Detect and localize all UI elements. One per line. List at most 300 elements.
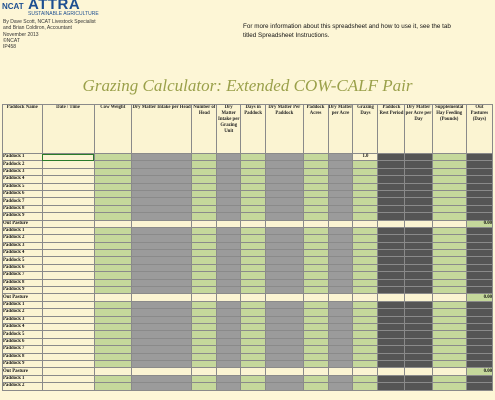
table-cell[interactable]: [192, 235, 217, 242]
table-cell[interactable]: [266, 205, 303, 212]
table-cell[interactable]: [405, 154, 432, 161]
table-cell[interactable]: [353, 190, 378, 197]
table-cell[interactable]: [303, 250, 328, 257]
table-cell[interactable]: [241, 205, 266, 212]
table-cell[interactable]: [42, 316, 94, 323]
table-cell[interactable]: [192, 264, 217, 271]
table-cell[interactable]: [432, 183, 466, 190]
table-cell[interactable]: [432, 360, 466, 367]
table-cell[interactable]: [353, 161, 378, 168]
table-cell[interactable]: [42, 183, 94, 190]
table-cell[interactable]: [432, 346, 466, 353]
table-cell[interactable]: [42, 287, 94, 294]
table-cell[interactable]: [42, 331, 94, 338]
table-cell[interactable]: [466, 383, 492, 390]
table-cell[interactable]: [241, 272, 266, 279]
table-cell[interactable]: [432, 168, 466, 175]
table-cell[interactable]: [405, 213, 432, 220]
table-cell[interactable]: [353, 375, 378, 382]
table-cell[interactable]: [328, 309, 353, 316]
table-cell[interactable]: [94, 183, 131, 190]
table-cell[interactable]: [131, 176, 191, 183]
table-cell[interactable]: [353, 309, 378, 316]
table-cell[interactable]: [405, 190, 432, 197]
table-cell[interactable]: [466, 213, 492, 220]
table-cell[interactable]: [42, 213, 94, 220]
table-cell[interactable]: [241, 220, 266, 227]
table-cell[interactable]: [353, 279, 378, 286]
table-cell[interactable]: [303, 279, 328, 286]
table-cell[interactable]: [192, 383, 217, 390]
table-cell[interactable]: [241, 161, 266, 168]
table-cell[interactable]: [131, 257, 191, 264]
table-cell[interactable]: [94, 279, 131, 286]
table-cell[interactable]: [405, 242, 432, 249]
table-cell[interactable]: [42, 360, 94, 367]
table-cell[interactable]: [217, 272, 241, 279]
table-cell[interactable]: [94, 301, 131, 308]
table-cell[interactable]: [328, 220, 353, 227]
table-cell[interactable]: [241, 250, 266, 257]
table-cell[interactable]: [94, 309, 131, 316]
out-pasture-days-cell[interactable]: 0.00: [466, 294, 492, 301]
table-cell[interactable]: [217, 161, 241, 168]
table-cell[interactable]: [241, 242, 266, 249]
table-cell[interactable]: [353, 264, 378, 271]
table-cell[interactable]: [192, 176, 217, 183]
table-cell[interactable]: [266, 154, 303, 161]
table-cell[interactable]: [303, 338, 328, 345]
table-cell[interactable]: [466, 176, 492, 183]
table-cell[interactable]: [466, 331, 492, 338]
table-cell[interactable]: [131, 383, 191, 390]
table-cell[interactable]: [217, 183, 241, 190]
table-cell[interactable]: [241, 176, 266, 183]
table-cell[interactable]: [241, 190, 266, 197]
table-cell[interactable]: [405, 323, 432, 330]
table-cell[interactable]: [353, 213, 378, 220]
table-cell[interactable]: [241, 346, 266, 353]
table-cell[interactable]: [466, 198, 492, 205]
table-cell[interactable]: [94, 190, 131, 197]
table-cell[interactable]: [131, 294, 191, 301]
table-cell[interactable]: [192, 360, 217, 367]
table-cell[interactable]: [328, 331, 353, 338]
table-cell[interactable]: [303, 190, 328, 197]
table-cell[interactable]: [303, 227, 328, 234]
paddock-name-cell[interactable]: Paddock 4: [3, 323, 43, 330]
table-cell[interactable]: [466, 301, 492, 308]
paddock-name-cell[interactable]: Paddock 4: [3, 176, 43, 183]
table-cell[interactable]: [378, 323, 405, 330]
table-cell[interactable]: [466, 257, 492, 264]
table-cell[interactable]: [432, 235, 466, 242]
table-cell[interactable]: [266, 331, 303, 338]
table-cell[interactable]: [131, 190, 191, 197]
table-cell[interactable]: [217, 294, 241, 301]
table-cell[interactable]: [94, 353, 131, 360]
table-cell[interactable]: [217, 353, 241, 360]
table-cell[interactable]: [328, 301, 353, 308]
table-cell[interactable]: [405, 346, 432, 353]
paddock-name-cell[interactable]: Paddock 3: [3, 242, 43, 249]
table-cell[interactable]: [192, 375, 217, 382]
table-cell[interactable]: [266, 323, 303, 330]
table-cell[interactable]: [466, 183, 492, 190]
table-cell[interactable]: [328, 272, 353, 279]
paddock-name-cell[interactable]: Paddock 9: [3, 213, 43, 220]
table-cell[interactable]: [192, 323, 217, 330]
table-cell[interactable]: [94, 213, 131, 220]
table-cell[interactable]: [378, 368, 405, 375]
table-cell[interactable]: [94, 338, 131, 345]
table-cell[interactable]: [328, 227, 353, 234]
table-cell[interactable]: [303, 383, 328, 390]
table-cell[interactable]: [303, 198, 328, 205]
table-cell[interactable]: [405, 316, 432, 323]
table-cell[interactable]: [131, 279, 191, 286]
table-cell[interactable]: [217, 360, 241, 367]
table-cell[interactable]: [378, 338, 405, 345]
table-cell[interactable]: [405, 301, 432, 308]
table-cell[interactable]: [241, 227, 266, 234]
table-cell[interactable]: [217, 287, 241, 294]
table-cell[interactable]: [241, 316, 266, 323]
table-cell[interactable]: [217, 257, 241, 264]
table-cell[interactable]: [378, 242, 405, 249]
table-cell[interactable]: [405, 220, 432, 227]
table-cell[interactable]: [217, 220, 241, 227]
table-cell[interactable]: [94, 257, 131, 264]
table-cell[interactable]: [241, 213, 266, 220]
table-cell[interactable]: [266, 220, 303, 227]
table-cell[interactable]: [353, 360, 378, 367]
table-cell[interactable]: [378, 375, 405, 382]
table-cell[interactable]: [378, 235, 405, 242]
paddock-name-cell[interactable]: Paddock 2: [3, 309, 43, 316]
paddock-name-cell[interactable]: Paddock 1: [3, 227, 43, 234]
table-cell[interactable]: [432, 272, 466, 279]
table-cell[interactable]: [94, 264, 131, 271]
table-cell[interactable]: [94, 294, 131, 301]
table-cell[interactable]: [131, 161, 191, 168]
table-cell[interactable]: [328, 257, 353, 264]
table-cell[interactable]: [192, 154, 217, 161]
table-cell[interactable]: [192, 183, 217, 190]
table-cell[interactable]: [432, 316, 466, 323]
table-cell[interactable]: [378, 220, 405, 227]
table-cell[interactable]: [192, 309, 217, 316]
table-cell[interactable]: [266, 309, 303, 316]
table-cell[interactable]: [432, 264, 466, 271]
table-cell[interactable]: [378, 287, 405, 294]
table-cell[interactable]: [42, 294, 94, 301]
table-cell[interactable]: [192, 301, 217, 308]
table-cell[interactable]: [432, 294, 466, 301]
table-cell[interactable]: [328, 154, 353, 161]
table-cell[interactable]: [131, 331, 191, 338]
table-cell[interactable]: [131, 198, 191, 205]
table-cell[interactable]: [466, 375, 492, 382]
table-cell[interactable]: [266, 272, 303, 279]
table-cell[interactable]: [405, 368, 432, 375]
table-cell[interactable]: [432, 220, 466, 227]
table-cell[interactable]: [94, 346, 131, 353]
table-cell[interactable]: [42, 346, 94, 353]
table-cell[interactable]: [266, 294, 303, 301]
table-cell[interactable]: [217, 205, 241, 212]
table-cell[interactable]: [192, 287, 217, 294]
table-cell[interactable]: [42, 176, 94, 183]
table-cell[interactable]: [131, 360, 191, 367]
table-cell[interactable]: [241, 287, 266, 294]
paddock-name-cell[interactable]: Paddock 5: [3, 257, 43, 264]
table-cell[interactable]: [303, 205, 328, 212]
table-cell[interactable]: [131, 309, 191, 316]
table-cell[interactable]: [217, 309, 241, 316]
paddock-name-cell[interactable]: Paddock 7: [3, 198, 43, 205]
table-cell[interactable]: [303, 235, 328, 242]
table-cell[interactable]: [432, 301, 466, 308]
table-cell[interactable]: [405, 183, 432, 190]
table-cell[interactable]: [266, 213, 303, 220]
table-cell[interactable]: [42, 375, 94, 382]
table-cell[interactable]: [94, 154, 131, 161]
table-cell[interactable]: [192, 213, 217, 220]
table-cell[interactable]: [192, 220, 217, 227]
table-cell[interactable]: [432, 331, 466, 338]
table-cell[interactable]: [466, 272, 492, 279]
table-cell[interactable]: [466, 287, 492, 294]
table-cell[interactable]: [42, 154, 94, 161]
table-cell[interactable]: [94, 205, 131, 212]
table-cell[interactable]: [266, 227, 303, 234]
table-cell[interactable]: [266, 316, 303, 323]
table-cell[interactable]: [303, 176, 328, 183]
table-cell[interactable]: [192, 168, 217, 175]
table-cell[interactable]: [266, 198, 303, 205]
table-cell[interactable]: [192, 227, 217, 234]
table-cell[interactable]: [266, 353, 303, 360]
table-cell[interactable]: [353, 272, 378, 279]
table-cell[interactable]: [42, 220, 94, 227]
table-cell[interactable]: [217, 368, 241, 375]
table-cell[interactable]: [42, 272, 94, 279]
table-cell[interactable]: [303, 257, 328, 264]
table-cell[interactable]: [378, 279, 405, 286]
table-cell[interactable]: [432, 176, 466, 183]
table-cell[interactable]: [378, 176, 405, 183]
table-cell[interactable]: [131, 353, 191, 360]
table-cell[interactable]: [131, 264, 191, 271]
paddock-name-cell[interactable]: Paddock 2: [3, 161, 43, 168]
table-cell[interactable]: [378, 190, 405, 197]
table-cell[interactable]: [217, 375, 241, 382]
table-cell[interactable]: [405, 264, 432, 271]
table-cell[interactable]: [405, 257, 432, 264]
paddock-name-cell[interactable]: Paddock 9: [3, 360, 43, 367]
table-cell[interactable]: [303, 220, 328, 227]
paddock-name-cell[interactable]: Paddock 5: [3, 331, 43, 338]
table-cell[interactable]: [42, 168, 94, 175]
table-cell[interactable]: [466, 338, 492, 345]
table-cell[interactable]: [241, 183, 266, 190]
table-cell[interactable]: [432, 279, 466, 286]
table-cell[interactable]: [405, 353, 432, 360]
table-cell[interactable]: [353, 220, 378, 227]
table-cell[interactable]: [378, 198, 405, 205]
table-cell[interactable]: [303, 360, 328, 367]
table-cell[interactable]: [131, 183, 191, 190]
table-cell[interactable]: [94, 242, 131, 249]
paddock-name-cell[interactable]: Paddock 7: [3, 272, 43, 279]
table-cell[interactable]: [378, 383, 405, 390]
table-cell[interactable]: [405, 309, 432, 316]
out-pasture-days-cell[interactable]: 0.00: [466, 368, 492, 375]
table-cell[interactable]: [353, 287, 378, 294]
table-cell[interactable]: [192, 250, 217, 257]
table-cell[interactable]: [328, 294, 353, 301]
table-cell[interactable]: [42, 205, 94, 212]
table-cell[interactable]: [42, 301, 94, 308]
table-cell[interactable]: [94, 375, 131, 382]
table-cell[interactable]: [405, 331, 432, 338]
table-cell[interactable]: [94, 383, 131, 390]
table-cell[interactable]: [241, 235, 266, 242]
table-cell[interactable]: [328, 242, 353, 249]
table-cell[interactable]: [192, 346, 217, 353]
table-cell[interactable]: [266, 161, 303, 168]
table-cell[interactable]: [328, 176, 353, 183]
table-cell[interactable]: [94, 198, 131, 205]
table-cell[interactable]: [328, 190, 353, 197]
table-cell[interactable]: [303, 168, 328, 175]
table-cell[interactable]: [328, 250, 353, 257]
table-cell[interactable]: [353, 198, 378, 205]
table-cell[interactable]: [353, 227, 378, 234]
table-cell[interactable]: [432, 383, 466, 390]
table-cell[interactable]: [328, 168, 353, 175]
table-cell[interactable]: [303, 161, 328, 168]
table-cell[interactable]: [328, 368, 353, 375]
table-cell[interactable]: [94, 360, 131, 367]
paddock-name-cell[interactable]: Paddock 7: [3, 346, 43, 353]
table-cell[interactable]: [217, 154, 241, 161]
paddock-name-cell[interactable]: Paddock 2: [3, 235, 43, 242]
table-cell[interactable]: [378, 360, 405, 367]
table-cell[interactable]: [378, 168, 405, 175]
table-cell[interactable]: [192, 272, 217, 279]
table-cell[interactable]: [241, 168, 266, 175]
table-cell[interactable]: [405, 360, 432, 367]
table-cell[interactable]: [405, 176, 432, 183]
table-cell[interactable]: [405, 279, 432, 286]
table-cell[interactable]: [217, 264, 241, 271]
paddock-name-cell[interactable]: Paddock 6: [3, 264, 43, 271]
table-cell[interactable]: [42, 190, 94, 197]
table-cell[interactable]: [378, 331, 405, 338]
table-cell[interactable]: [192, 242, 217, 249]
table-cell[interactable]: [328, 213, 353, 220]
table-cell[interactable]: [192, 279, 217, 286]
table-cell[interactable]: [42, 279, 94, 286]
table-cell[interactable]: [131, 375, 191, 382]
table-cell[interactable]: [131, 235, 191, 242]
paddock-name-cell[interactable]: Paddock 2: [3, 383, 43, 390]
table-cell[interactable]: [405, 205, 432, 212]
table-cell[interactable]: [353, 346, 378, 353]
table-cell[interactable]: [241, 301, 266, 308]
table-cell[interactable]: [42, 242, 94, 249]
table-cell[interactable]: [432, 227, 466, 234]
table-cell[interactable]: [378, 213, 405, 220]
table-cell[interactable]: [405, 272, 432, 279]
table-cell[interactable]: [94, 272, 131, 279]
table-cell[interactable]: [217, 279, 241, 286]
table-cell[interactable]: [466, 250, 492, 257]
table-cell[interactable]: [353, 353, 378, 360]
table-cell[interactable]: [353, 316, 378, 323]
table-cell[interactable]: [405, 287, 432, 294]
table-cell[interactable]: [353, 368, 378, 375]
table-cell[interactable]: [131, 368, 191, 375]
table-cell[interactable]: [466, 227, 492, 234]
table-cell[interactable]: [241, 198, 266, 205]
table-cell[interactable]: [432, 190, 466, 197]
table-cell[interactable]: [405, 294, 432, 301]
table-cell[interactable]: [328, 338, 353, 345]
table-cell[interactable]: [466, 235, 492, 242]
table-cell[interactable]: [192, 316, 217, 323]
table-cell[interactable]: [353, 235, 378, 242]
table-cell[interactable]: [131, 323, 191, 330]
table-cell[interactable]: [303, 346, 328, 353]
table-cell[interactable]: [217, 250, 241, 257]
table-cell[interactable]: [466, 316, 492, 323]
table-cell[interactable]: [303, 353, 328, 360]
table-cell[interactable]: [217, 198, 241, 205]
table-cell[interactable]: [303, 154, 328, 161]
table-cell[interactable]: [42, 198, 94, 205]
table-cell[interactable]: [353, 183, 378, 190]
table-cell[interactable]: [466, 161, 492, 168]
table-cell[interactable]: [266, 242, 303, 249]
table-cell[interactable]: [303, 375, 328, 382]
table-cell[interactable]: [378, 183, 405, 190]
table-cell[interactable]: [405, 161, 432, 168]
table-cell[interactable]: [131, 338, 191, 345]
table-cell[interactable]: [217, 168, 241, 175]
table-cell[interactable]: [42, 264, 94, 271]
table-cell[interactable]: [131, 287, 191, 294]
table-cell[interactable]: [432, 338, 466, 345]
table-cell[interactable]: [466, 323, 492, 330]
table-cell[interactable]: [353, 205, 378, 212]
table-cell[interactable]: [378, 309, 405, 316]
table-cell[interactable]: [241, 323, 266, 330]
table-cell[interactable]: [405, 227, 432, 234]
table-cell[interactable]: [192, 331, 217, 338]
table-cell[interactable]: [405, 198, 432, 205]
table-cell[interactable]: [328, 235, 353, 242]
table-cell[interactable]: [42, 338, 94, 345]
table-cell[interactable]: [466, 168, 492, 175]
table-cell[interactable]: [241, 264, 266, 271]
table-cell[interactable]: [353, 323, 378, 330]
table-cell[interactable]: [378, 257, 405, 264]
table-cell[interactable]: [241, 331, 266, 338]
table-cell[interactable]: [432, 309, 466, 316]
